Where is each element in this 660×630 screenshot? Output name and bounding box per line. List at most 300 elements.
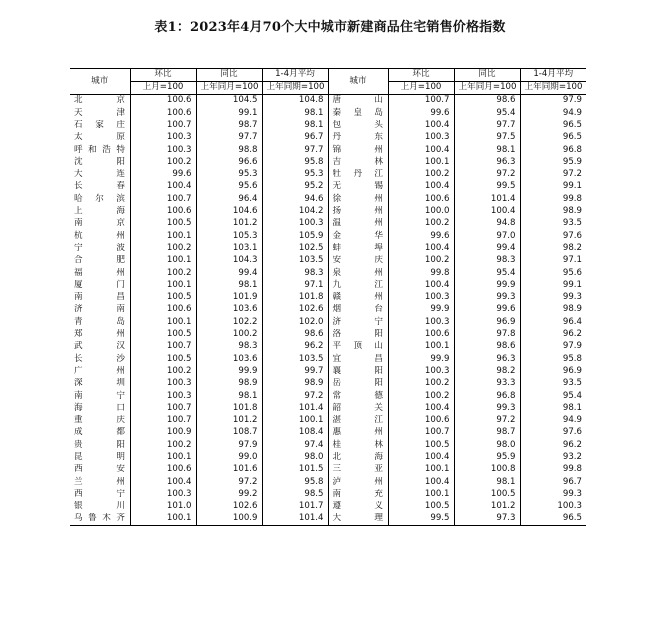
yoy-value: 95.6 (196, 181, 262, 193)
city-column-header: 城市 (70, 69, 130, 95)
yoy-value: 98.1 (196, 279, 262, 291)
ytd-value-right: 96.2 (520, 329, 586, 341)
ytd-value-right: 95.9 (520, 156, 586, 168)
table-row (70, 476, 586, 488)
ytd-value-right: 98.9 (520, 206, 586, 218)
table-row (70, 243, 586, 255)
ytd-value: 98.6 (262, 329, 328, 341)
yoy-value: 103.1 (196, 243, 262, 255)
city-name: 南 京 (74, 218, 126, 229)
yoy-value-right: 99.9 (454, 279, 520, 291)
mom-base-label: 上月=100 (130, 82, 196, 95)
mom-value: 100.6 (130, 304, 196, 316)
city-name: 宁 波 (74, 242, 126, 253)
mom-value-right: 100.1 (388, 341, 454, 353)
table-row (70, 230, 586, 242)
mom-value: 100.6 (130, 206, 196, 218)
city-name: 天 津 (74, 107, 126, 118)
mom-value: 100.3 (130, 378, 196, 390)
ytd-value: 102.0 (262, 316, 328, 328)
table-row (70, 206, 586, 218)
ytd-value: 102.5 (262, 243, 328, 255)
ytd-value-right: 96.5 (520, 120, 586, 132)
ytd-value-right: 98.1 (520, 402, 586, 414)
ytd-value-right: 99.3 (520, 489, 586, 501)
city-name-right: 锦 州 (328, 144, 388, 156)
ytd-value: 101.4 (262, 402, 328, 414)
city-name-right: 九 江 (328, 279, 388, 291)
yoy-value: 101.9 (196, 292, 262, 304)
yoy-value: 104.6 (196, 206, 262, 218)
table-row (70, 169, 586, 181)
yoy-value-right: 97.2 (454, 415, 520, 427)
mom-value-right: 100.5 (388, 439, 454, 451)
city-name-right: 常 德 (328, 390, 388, 402)
city-name-right: 秦皇岛 (328, 107, 388, 119)
city-name-right: 遵 义 (328, 501, 388, 513)
yoy-value: 102.2 (196, 316, 262, 328)
mom-value: 100.7 (130, 402, 196, 414)
yoy-value: 101.6 (196, 464, 262, 476)
city-name-right: 韶 关 (328, 402, 388, 414)
city-name-right: 洛 阳 (328, 329, 388, 341)
table-row (70, 120, 586, 132)
mom-base-label-right: 上月=100 (388, 82, 454, 95)
mom-value-right: 100.1 (388, 156, 454, 168)
mom-value: 100.2 (130, 156, 196, 168)
table-row (70, 427, 586, 439)
yoy-value: 97.7 (196, 132, 262, 144)
ytd-value-right: 96.9 (520, 366, 586, 378)
city-name-right: 安 庆 (328, 255, 388, 267)
city-name: 青 岛 (74, 316, 126, 327)
mom-value: 100.7 (130, 120, 196, 132)
city-name: 乌鲁木齐 (70, 513, 130, 526)
table-row (70, 501, 586, 513)
yoy-value: 104.5 (196, 95, 262, 108)
yoy-value: 98.1 (196, 390, 262, 402)
ytd-value-right: 97.6 (520, 427, 586, 439)
city-name-right: 惠 州 (328, 427, 388, 439)
ytd-base-label: 上年同期=100 (262, 82, 328, 95)
ytd-value-right: 93.5 (520, 378, 586, 390)
table-row (70, 439, 586, 451)
city-column-header-right: 城市 (328, 69, 388, 95)
table-row (70, 378, 586, 390)
ytd-value: 100.1 (262, 415, 328, 427)
yoy-value-right: 98.1 (454, 476, 520, 488)
yoy-value-right: 98.3 (454, 255, 520, 267)
city-name: 西 宁 (74, 488, 126, 499)
yoy-value: 103.6 (196, 304, 262, 316)
city-name: 哈尔滨 (74, 193, 126, 204)
city-name: 济 南 (74, 304, 126, 315)
mom-value-right: 100.6 (388, 329, 454, 341)
city-name: 长 沙 (74, 353, 126, 364)
yoy-value-right: 97.8 (454, 329, 520, 341)
mom-value: 100.1 (130, 513, 196, 526)
city-name: 重 庆 (74, 415, 126, 426)
ytd-value: 100.3 (262, 218, 328, 230)
yoy-value-right: 94.8 (454, 218, 520, 230)
ytd-value: 98.1 (262, 120, 328, 132)
city-name-right: 吉 林 (328, 156, 388, 168)
yoy-value: 97.9 (196, 439, 262, 451)
table-row (70, 366, 586, 378)
ytd-value-right: 94.9 (520, 415, 586, 427)
yoy-value-right: 98.2 (454, 366, 520, 378)
yoy-value-right: 98.7 (454, 427, 520, 439)
yoy-value: 105.3 (196, 230, 262, 242)
city-name: 兰 州 (74, 476, 126, 487)
mom-value: 100.7 (130, 341, 196, 353)
yoy-value-right: 97.2 (454, 169, 520, 181)
table-row (70, 513, 586, 526)
ytd-value: 101.7 (262, 501, 328, 513)
ytd-value: 97.2 (262, 390, 328, 402)
ytd-value: 101.4 (262, 513, 328, 526)
mom-value: 100.7 (130, 415, 196, 427)
yoy-value-right: 97.7 (454, 120, 520, 132)
ytd-value-right: 97.9 (520, 95, 586, 108)
city-name: 长 春 (74, 181, 126, 192)
table-row (70, 267, 586, 279)
city-name: 南 宁 (74, 390, 126, 401)
mom-value-right: 99.9 (388, 304, 454, 316)
ytd-value: 97.1 (262, 279, 328, 291)
city-name: 昆 明 (74, 452, 126, 462)
ytd-value: 101.8 (262, 292, 328, 304)
mom-value: 100.6 (130, 107, 196, 119)
city-name-right: 金 华 (328, 230, 388, 242)
ytd-column-header-right: 1-4月平均 (520, 69, 586, 82)
city-name-right: 蚌 埠 (328, 243, 388, 255)
yoy-value-right: 96.9 (454, 316, 520, 328)
ytd-value: 94.6 (262, 193, 328, 205)
table-row (70, 292, 586, 304)
yoy-value: 99.9 (196, 366, 262, 378)
ytd-value: 97.7 (262, 144, 328, 156)
table-row (70, 329, 586, 341)
city-name-right: 扬 州 (328, 206, 388, 218)
yoy-value: 100.9 (196, 513, 262, 526)
price-index-table (70, 68, 586, 526)
ytd-value: 98.0 (262, 452, 328, 464)
mom-value: 100.3 (130, 489, 196, 501)
mom-value-right: 100.6 (388, 415, 454, 427)
ytd-value: 103.5 (262, 255, 328, 267)
ytd-value: 95.8 (262, 476, 328, 488)
city-name: 太 原 (74, 132, 126, 143)
table-row (70, 341, 586, 353)
yoy-value-right: 95.4 (454, 267, 520, 279)
mom-value: 100.9 (130, 427, 196, 439)
mom-value-right: 99.8 (388, 267, 454, 279)
ytd-value: 108.4 (262, 427, 328, 439)
mom-value-right: 100.4 (388, 476, 454, 488)
city-name: 武 汉 (74, 341, 126, 352)
mom-value-right: 99.5 (388, 513, 454, 526)
ytd-value-right: 99.8 (520, 193, 586, 205)
mom-value-right: 100.4 (388, 144, 454, 156)
yoy-value: 99.0 (196, 452, 262, 464)
yoy-value: 95.3 (196, 169, 262, 181)
mom-value-right: 100.7 (388, 95, 454, 108)
ytd-value-right: 99.1 (520, 279, 586, 291)
city-name-right: 济 宁 (328, 316, 388, 328)
city-name: 海 口 (74, 402, 126, 413)
mom-value-right: 100.2 (388, 378, 454, 390)
city-name: 合 肥 (74, 255, 126, 266)
ytd-value-right: 96.5 (520, 132, 586, 144)
city-name: 杭 州 (74, 230, 126, 241)
mom-value-right: 100.4 (388, 181, 454, 193)
mom-value-right: 100.4 (388, 452, 454, 464)
city-name: 广 州 (74, 365, 126, 376)
yoy-value-right: 97.0 (454, 230, 520, 242)
mom-value-right: 100.7 (388, 427, 454, 439)
city-name-right: 三 亚 (328, 464, 388, 476)
mom-value: 100.1 (130, 316, 196, 328)
mom-value: 100.1 (130, 279, 196, 291)
yoy-value-right: 100.5 (454, 489, 520, 501)
city-name: 北 京 (74, 95, 126, 106)
ytd-value: 97.4 (262, 439, 328, 451)
ytd-value-right: 96.7 (520, 476, 586, 488)
table-row (70, 489, 586, 501)
city-name-right: 桂 林 (328, 439, 388, 451)
ytd-value-right: 99.1 (520, 181, 586, 193)
yoy-value-right: 99.3 (454, 292, 520, 304)
ytd-value: 104.2 (262, 206, 328, 218)
table-row (70, 144, 586, 156)
yoy-value: 103.6 (196, 353, 262, 365)
ytd-value-right: 93.2 (520, 452, 586, 464)
mom-value: 100.7 (130, 193, 196, 205)
yoy-value: 98.7 (196, 120, 262, 132)
yoy-value-right: 95.9 (454, 452, 520, 464)
city-name-right: 烟 台 (328, 304, 388, 316)
city-name: 福 州 (74, 267, 126, 278)
city-name: 贵 阳 (74, 439, 126, 450)
mom-value-right: 100.3 (388, 366, 454, 378)
mom-value: 100.6 (130, 95, 196, 108)
city-name: 石家庄 (74, 119, 126, 130)
table-row (70, 415, 586, 427)
mom-value-right: 100.2 (388, 169, 454, 181)
ytd-value: 102.6 (262, 304, 328, 316)
yoy-value-right: 101.2 (454, 501, 520, 513)
ytd-value: 101.5 (262, 464, 328, 476)
table-body (70, 95, 586, 526)
yoy-value: 100.2 (196, 329, 262, 341)
ytd-column-header: 1-4月平均 (262, 69, 328, 82)
mom-value: 100.5 (130, 329, 196, 341)
ytd-value-right: 98.9 (520, 304, 586, 316)
city-name: 西 安 (74, 464, 126, 475)
ytd-value: 96.7 (262, 132, 328, 144)
city-name-right: 泉 州 (328, 267, 388, 279)
ytd-base-label-right: 上年同期=100 (520, 82, 586, 95)
mom-column-header-right: 环比 (388, 69, 454, 82)
table-row (70, 156, 586, 168)
ytd-value-right: 97.6 (520, 230, 586, 242)
table-title: 表1：2023年4月70个大中城市新建商品住宅销售价格指数 (154, 20, 506, 35)
yoy-value: 96.6 (196, 156, 262, 168)
yoy-value-right: 101.4 (454, 193, 520, 205)
mom-value-right: 99.9 (388, 353, 454, 365)
mom-value: 100.5 (130, 353, 196, 365)
ytd-value-right: 93.5 (520, 218, 586, 230)
mom-value: 100.6 (130, 464, 196, 476)
city-name-right: 平顶山 (328, 341, 388, 353)
yoy-value: 97.2 (196, 476, 262, 488)
mom-value-right: 100.3 (388, 316, 454, 328)
table-row (70, 353, 586, 365)
yoy-value: 101.8 (196, 402, 262, 414)
mom-value-right: 100.4 (388, 243, 454, 255)
ytd-value-right: 97.9 (520, 341, 586, 353)
ytd-value: 98.5 (262, 489, 328, 501)
city-name: 郑 州 (74, 329, 126, 340)
yoy-value-right: 100.8 (454, 464, 520, 476)
ytd-value-right: 96.4 (520, 316, 586, 328)
yoy-value-right: 98.0 (454, 439, 520, 451)
mom-value: 100.1 (130, 230, 196, 242)
yoy-value-right: 99.5 (454, 181, 520, 193)
city-name-right: 湛 江 (328, 415, 388, 427)
mom-value: 100.1 (130, 452, 196, 464)
city-name-right: 温 州 (328, 218, 388, 230)
mom-value: 100.4 (130, 476, 196, 488)
city-name-right: 牡丹江 (328, 169, 388, 181)
ytd-value: 95.2 (262, 181, 328, 193)
table-row (70, 279, 586, 291)
ytd-value: 95.8 (262, 156, 328, 168)
ytd-value: 98.1 (262, 107, 328, 119)
ytd-value: 98.3 (262, 267, 328, 279)
yoy-base-label: 上年同月=100 (196, 82, 262, 95)
mom-value: 100.5 (130, 218, 196, 230)
yoy-value-right: 99.4 (454, 243, 520, 255)
mom-value: 100.3 (130, 390, 196, 402)
yoy-value: 98.9 (196, 378, 262, 390)
table-row (70, 218, 586, 230)
table-row (70, 452, 586, 464)
yoy-value-right: 95.4 (454, 107, 520, 119)
ytd-value: 103.5 (262, 353, 328, 365)
mom-value: 100.2 (130, 267, 196, 279)
city-name: 成 都 (74, 427, 126, 438)
ytd-value: 96.2 (262, 341, 328, 353)
ytd-value-right: 97.2 (520, 169, 586, 181)
mom-value: 100.3 (130, 132, 196, 144)
ytd-value-right: 99.3 (520, 292, 586, 304)
ytd-value: 98.9 (262, 378, 328, 390)
city-name: 大 连 (74, 169, 126, 180)
yoy-base-label-right: 上年同月=100 (454, 82, 520, 95)
city-name: 呼和浩特 (74, 144, 126, 155)
mom-value-right: 100.3 (388, 292, 454, 304)
city-name-right: 唐 山 (328, 95, 388, 108)
yoy-value: 96.4 (196, 193, 262, 205)
mom-value: 100.2 (130, 243, 196, 255)
mom-value-right: 100.4 (388, 120, 454, 132)
yoy-value-right: 99.6 (454, 304, 520, 316)
ytd-value-right: 95.6 (520, 267, 586, 279)
ytd-value: 95.3 (262, 169, 328, 181)
city-name: 厦 门 (74, 279, 126, 290)
yoy-column-header: 同比 (196, 69, 262, 82)
city-name-right: 南 充 (328, 489, 388, 501)
ytd-value-right: 96.5 (520, 513, 586, 526)
mom-value-right: 100.6 (388, 193, 454, 205)
mom-column-header: 环比 (130, 69, 196, 82)
mom-value: 100.2 (130, 366, 196, 378)
ytd-value-right: 98.2 (520, 243, 586, 255)
mom-value-right: 99.6 (388, 230, 454, 242)
ytd-value: 99.7 (262, 366, 328, 378)
mom-value-right: 100.5 (388, 501, 454, 513)
city-name-right: 大 理 (328, 513, 388, 526)
city-name-right: 赣 州 (328, 292, 388, 304)
ytd-value-right: 95.4 (520, 390, 586, 402)
yoy-column-header-right: 同比 (454, 69, 520, 82)
city-name: 深 圳 (74, 378, 126, 389)
yoy-value: 108.7 (196, 427, 262, 439)
mom-value-right: 100.2 (388, 390, 454, 402)
table-row (70, 316, 586, 328)
city-name-right: 北 海 (328, 452, 388, 464)
mom-value: 100.4 (130, 181, 196, 193)
mom-value-right: 100.1 (388, 489, 454, 501)
ytd-value-right: 97.1 (520, 255, 586, 267)
ytd-value-right: 94.9 (520, 107, 586, 119)
yoy-value-right: 97.5 (454, 132, 520, 144)
yoy-value: 99.1 (196, 107, 262, 119)
table-row (70, 464, 586, 476)
ytd-value-right: 96.8 (520, 144, 586, 156)
yoy-value: 98.3 (196, 341, 262, 353)
ytd-value-right: 95.8 (520, 353, 586, 365)
header-row (70, 69, 586, 82)
mom-value-right: 100.4 (388, 279, 454, 291)
mom-value: 100.3 (130, 144, 196, 156)
table-row (70, 107, 586, 119)
mom-value: 100.5 (130, 292, 196, 304)
yoy-value-right: 100.4 (454, 206, 520, 218)
city-name-right: 徐 州 (328, 193, 388, 205)
yoy-value-right: 98.6 (454, 95, 520, 108)
yoy-value-right: 96.3 (454, 156, 520, 168)
yoy-value-right: 98.6 (454, 341, 520, 353)
table-row (70, 390, 586, 402)
yoy-value: 104.3 (196, 255, 262, 267)
yoy-value-right: 96.8 (454, 390, 520, 402)
mom-value-right: 100.4 (388, 402, 454, 414)
mom-value: 99.6 (130, 169, 196, 181)
city-name-right: 襄 阳 (328, 366, 388, 378)
yoy-value-right: 96.3 (454, 353, 520, 365)
city-name-right: 丹 东 (328, 132, 388, 144)
yoy-value: 101.2 (196, 218, 262, 230)
table-row (70, 95, 586, 108)
table-row (70, 193, 586, 205)
yoy-value-right: 99.3 (454, 402, 520, 414)
city-name: 银 川 (74, 501, 126, 512)
mom-value-right: 100.0 (388, 206, 454, 218)
mom-value: 100.1 (130, 255, 196, 267)
